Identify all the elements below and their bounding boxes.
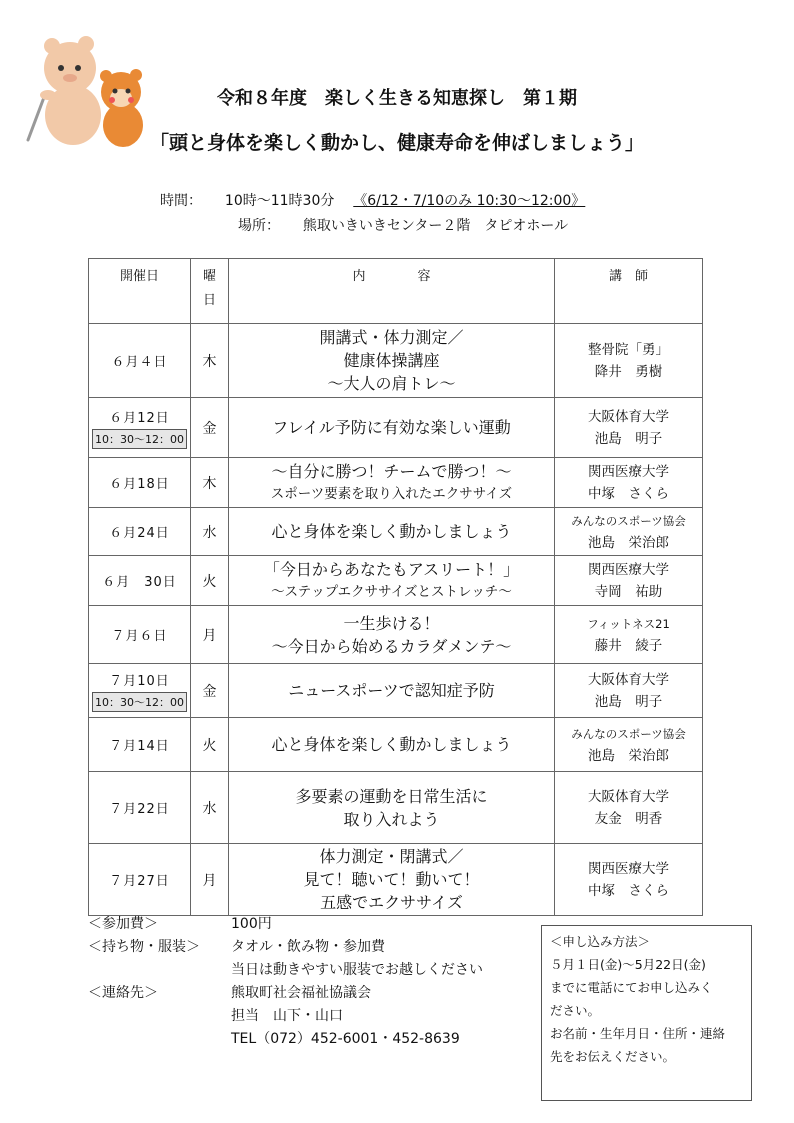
- table-row: [89, 508, 703, 556]
- date-cell: [89, 718, 191, 772]
- time-info: [160, 190, 585, 210]
- application-box: [541, 925, 752, 1101]
- content-cell: [229, 324, 555, 398]
- content-cell: [229, 772, 555, 844]
- date-text: ７月14日: [109, 739, 170, 754]
- content-line-2: 見て！聴いて！動いて！: [303, 870, 480, 889]
- lecturer-cell: [555, 556, 703, 606]
- fee-value: 100円: [231, 916, 272, 932]
- apply-line-3: ださい。: [550, 1003, 601, 1018]
- weekday-cell: 金: [191, 664, 229, 718]
- place-value: 熊取いきいきセンター２階 タピオホール: [302, 218, 569, 234]
- date-text: ６月18日: [109, 477, 170, 492]
- lecturer-cell: [555, 324, 703, 398]
- lecturer-name: 寺岡 祐助: [594, 583, 663, 600]
- lecturer-org: 関西医療大学: [588, 463, 669, 480]
- header-lecturer: 講 師: [555, 259, 703, 324]
- content-cell: [229, 718, 555, 772]
- date-text: ７月27日: [109, 874, 170, 889]
- lecturer-name: 藤井 綾子: [594, 637, 663, 654]
- place-info: [238, 215, 568, 235]
- apply-line-5: 先をお伝えください。: [550, 1049, 676, 1064]
- lecturer-org: みんなのスポーツ協会: [571, 513, 686, 528]
- lecturer-org: フィットネス21: [587, 616, 670, 631]
- lecturer-name: 池島 明子: [594, 430, 663, 447]
- content-cell: [229, 508, 555, 556]
- apply-line-1: ５月１日(金)～5月22日(金): [550, 957, 706, 972]
- time-badge: 10：30～12：00: [92, 429, 187, 449]
- lecturer-cell: [555, 664, 703, 718]
- content-line-2: 取り入れよう: [343, 809, 440, 829]
- lecturer-name: 池島 栄治郎: [588, 747, 669, 764]
- date-text: ７月22日: [109, 802, 170, 817]
- lecturer-org: みんなのスポーツ協会: [571, 726, 686, 741]
- date-text: ７月６日: [111, 629, 168, 644]
- lecturer-org: 整骨院「勇」: [588, 341, 669, 358]
- content-line-3: ～大人の肩トレ～: [327, 374, 456, 393]
- items-label: ＜持ち物・服装＞: [88, 939, 200, 955]
- lecturer-org: 大阪体育大学: [588, 671, 669, 688]
- content-line-1: ニュースポーツで認知症予防: [288, 681, 495, 700]
- time-label: 時間：: [160, 193, 202, 209]
- lecturer-name: 降井 勇樹: [594, 363, 663, 380]
- contact-label: ＜連絡先＞: [88, 985, 158, 1001]
- lecturer-cell: [555, 606, 703, 664]
- content-cell: [229, 606, 555, 664]
- date-text: ６月４日: [111, 355, 168, 370]
- content-cell: [229, 398, 555, 458]
- table-row: [89, 772, 703, 844]
- contact-org: 熊取町社会福祉協議会: [231, 985, 371, 1001]
- content-line-2: ～ステップエクササイズとストレッチ～: [271, 583, 512, 600]
- table-row: [89, 458, 703, 508]
- content-line-2: スポーツ要素を取り入れたエクササイズ: [270, 485, 513, 502]
- content-line-1: 一生歩ける！: [343, 613, 440, 633]
- date-cell: [89, 324, 191, 398]
- content-line-1: 開講式・体力測定／: [319, 328, 464, 347]
- header-date: 開催日: [89, 259, 191, 324]
- schedule-table: [88, 258, 703, 916]
- content-cell: [229, 458, 555, 508]
- header-content: 内 容: [229, 259, 555, 324]
- table-row: [89, 606, 703, 664]
- weekday-cell: 木: [191, 324, 229, 398]
- weekday-cell: 木: [191, 458, 229, 508]
- date-cell: [89, 556, 191, 606]
- contact-person: 担当 山下・山口: [231, 1008, 343, 1024]
- weekday-cell: 火: [191, 556, 229, 606]
- weekday-cell: 月: [191, 844, 229, 916]
- lecturer-name: 友金 明香: [594, 810, 663, 827]
- time-note: 《6/12・7/10のみ 10:30～12:00》: [353, 193, 586, 209]
- fee-label: ＜参加費＞: [88, 916, 158, 932]
- content-line-2: 健康体操講座: [343, 351, 440, 370]
- lecturer-cell: [555, 458, 703, 508]
- table-row: [89, 398, 703, 458]
- lecturer-name: 中塚 さくら: [588, 485, 669, 502]
- content-line-1: フレイル予防に有効な楽しい運動: [272, 418, 511, 437]
- date-cell: [89, 458, 191, 508]
- lecturer-org: 関西医療大学: [588, 860, 669, 877]
- content-line-1: 「今日からあなたもアスリート！」: [263, 559, 520, 579]
- date-cell: [89, 398, 191, 458]
- weekday-cell: 水: [191, 508, 229, 556]
- weekday-cell: 火: [191, 718, 229, 772]
- time-badge: 10：30～12：00: [92, 692, 187, 712]
- page-subtitle: 「頭と身体を楽しく動かし、健康寿命を伸ばしましょう」: [149, 132, 644, 154]
- table-header-row: [89, 259, 703, 324]
- date-cell: [89, 508, 191, 556]
- page-title: 令和８年度 楽しく生きる知恵探し 第１期: [217, 88, 577, 109]
- content-cell: [229, 556, 555, 606]
- lecturer-cell: [555, 508, 703, 556]
- table-row: [89, 664, 703, 718]
- lecturer-org: 大阪体育大学: [588, 788, 669, 805]
- lecturer-cell: [555, 718, 703, 772]
- table-row: [89, 556, 703, 606]
- weekday-cell: 水: [191, 772, 229, 844]
- lecturer-name: 池島 明子: [594, 693, 663, 710]
- table-row: [89, 844, 703, 916]
- lecturer-cell: [555, 772, 703, 844]
- content-line-3: 五感でエクササイズ: [320, 893, 463, 912]
- date-text: ６月24日: [109, 526, 170, 541]
- date-cell: [89, 664, 191, 718]
- weekday-cell: 金: [191, 398, 229, 458]
- weekday-cell: 月: [191, 606, 229, 664]
- apply-line-2: までに電話にてお申し込みく: [550, 980, 713, 995]
- date-cell: [89, 772, 191, 844]
- content-line-1: ～自分に勝つ！チームで勝つ！～: [271, 461, 512, 481]
- items-value: タオル・飲み物・参加費: [231, 939, 385, 955]
- clothing-note: 当日は動きやすい服装でお越しください: [231, 962, 483, 978]
- date-text: ６月 30日: [102, 575, 177, 590]
- date-cell: [89, 606, 191, 664]
- content-cell: [229, 664, 555, 718]
- date-text: ６月12日: [109, 410, 170, 426]
- content-line-2: ～今日から始めるカラダメンテ～: [271, 636, 512, 656]
- content-line-1: 多要素の運動を日常生活に: [295, 786, 488, 806]
- contact-tel: TEL（072）452-6001・452-8639: [231, 1031, 460, 1047]
- table-row: [89, 324, 703, 398]
- table-row: [89, 718, 703, 772]
- content-line-1: 心と身体を楽しく動かしましょう: [271, 735, 512, 754]
- place-label: 場所：: [238, 218, 280, 234]
- header-day-1: 曜: [202, 269, 216, 284]
- date-cell: [89, 844, 191, 916]
- lecturer-name: 中塚 さくら: [588, 882, 669, 899]
- lecturer-cell: [555, 398, 703, 458]
- content-line-1: 心と身体を楽しく動かしましょう: [271, 522, 512, 541]
- apply-line-4: お名前・生年月日・住所・連絡: [550, 1026, 726, 1041]
- apply-title: ＜申し込み方法＞: [550, 934, 651, 949]
- lecturer-name: 池島 栄治郎: [588, 534, 669, 551]
- time-value: 10時～11時30分: [224, 193, 335, 209]
- header-day: [191, 259, 229, 324]
- lecturer-cell: [555, 844, 703, 916]
- header-day-2: 日: [202, 293, 216, 308]
- date-text: ７月10日: [109, 673, 170, 689]
- lecturer-org: 関西医療大学: [588, 561, 669, 578]
- content-line-1: 体力測定・閉講式／: [319, 847, 464, 866]
- lecturer-org: 大阪体育大学: [588, 408, 669, 425]
- content-cell: [229, 844, 555, 916]
